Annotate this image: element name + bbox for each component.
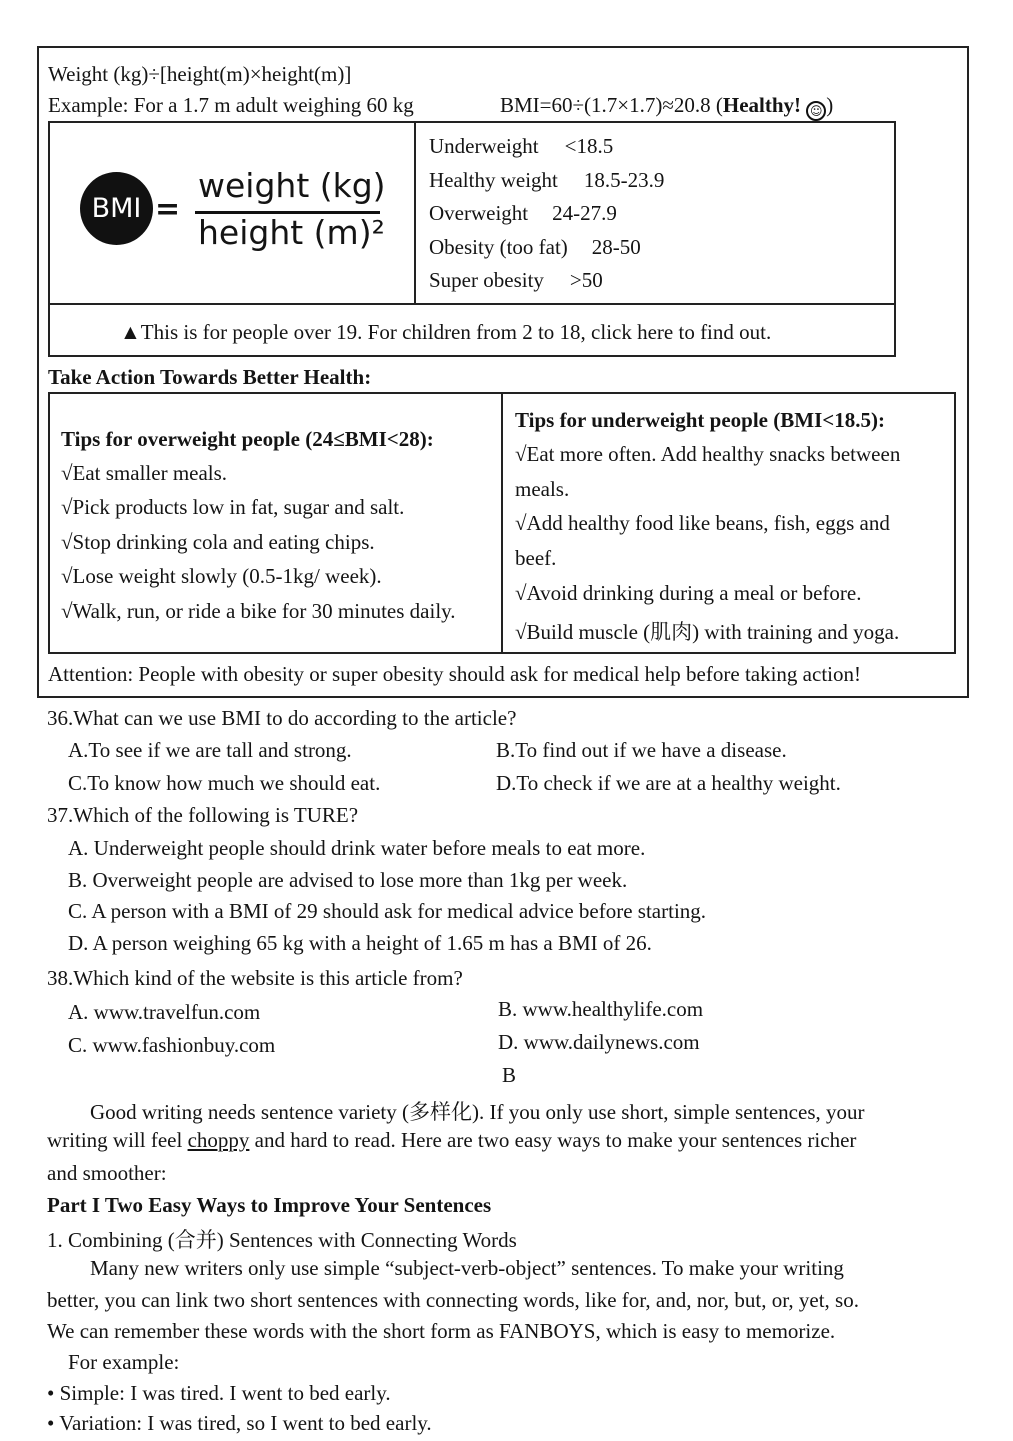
- tips-overweight-title: Tips for overweight people (24≤BMI<28):: [61, 427, 434, 451]
- tip-item: √Avoid drinking during a meal or before.: [515, 581, 862, 605]
- underlined-word: choppy: [187, 1128, 250, 1152]
- option-d: D.To check if we are at a healthy weight.: [496, 771, 841, 795]
- option-b: B. www.healthylife.com: [498, 997, 704, 1021]
- formula-denominator: height (m)²: [198, 213, 385, 252]
- part-title: Part I Two Easy Ways to Improve Your Sentences: [47, 1193, 492, 1217]
- question-36: 36.What can we use BMI to do according to the article?: [47, 706, 517, 730]
- category-row: Overweight 24-27.9: [429, 201, 617, 225]
- category-row: Super obesity >50: [429, 268, 603, 292]
- bmi-circle-logo: BMI: [80, 172, 153, 245]
- option-b: B. Overweight people are advised to lose more than 1kg per week.: [68, 868, 628, 892]
- option-b: B.To find out if we have a disease.: [496, 738, 787, 762]
- paragraph-line: and smoother:: [47, 1161, 167, 1185]
- option-a: A. Underweight people should drink water before meals to eat more.: [68, 836, 646, 860]
- table-divider: [48, 303, 896, 305]
- question-37: 37.Which of the following is TURE?: [47, 803, 359, 827]
- take-action-heading: Take Action Towards Better Health:: [48, 365, 372, 389]
- category-row: Healthy weight 18.5-23.9: [429, 168, 665, 192]
- option-c: C. www.fashionbuy.com: [68, 1033, 276, 1057]
- tip-item: √Eat more often. Add healthy snacks between: [515, 442, 901, 466]
- tip-item: √Build muscle (肌肉) with training and yoga.: [515, 620, 900, 644]
- formula-numerator: weight (kg): [198, 166, 386, 205]
- paragraph-line: writing will feel choppy and hard to read. Here are two easy ways to make your sentences richer: [47, 1128, 857, 1152]
- for-example: For example:: [68, 1350, 180, 1374]
- category-row: Underweight <18.5: [429, 134, 614, 158]
- section-letter: B: [502, 1063, 517, 1087]
- tip-item: √Stop drinking cola and eating chips.: [61, 530, 375, 554]
- example-label: Example: For a 1.7 m adult weighing 60 kg: [48, 93, 414, 117]
- paragraph-line: better, you can link two short sentences with connecting words, like for, and, nor, but, or, yet, so.: [47, 1288, 859, 1312]
- tip-item: √Add healthy food like beans, fish, eggs and: [515, 511, 890, 535]
- table-divider: [414, 121, 416, 304]
- example-variation: • Variation: I was tired, so I went to bed early.: [47, 1411, 432, 1435]
- category-row: Obesity (too fat) 28-50: [429, 235, 641, 259]
- table-divider: [501, 392, 503, 654]
- paragraph-line: Good writing needs sentence variety (多样化). If you only use short, simple sentences, your: [90, 1100, 865, 1124]
- option-a: A. www.travelfun.com: [68, 1000, 261, 1024]
- attention-note: Attention: People with obesity or super obesity should ask for medical help before taking action!: [48, 662, 861, 686]
- option-c: C.To know how much we should eat.: [68, 771, 381, 795]
- example-result: Healthy!: [722, 93, 802, 117]
- example-simple: • Simple: I was tired. I went to bed early.: [47, 1381, 391, 1405]
- tip-item: √Walk, run, or ride a bike for 30 minutes daily.: [61, 599, 456, 623]
- tip-item: √Eat smaller meals.: [61, 461, 228, 485]
- option-c: C. A person with a BMI of 29 should ask for medical advice before starting.: [68, 899, 707, 923]
- tip-item: beef.: [515, 546, 557, 570]
- paragraph-line: Many new writers only use simple “subject-verb-object” sentences. To make your writing: [90, 1256, 844, 1280]
- paragraph-line: We can remember these words with the short form as FANBOYS, which is easy to memorize.: [47, 1319, 836, 1343]
- smiley-icon: ☺: [806, 101, 826, 121]
- tip-item: √Pick products low in fat, sugar and salt.: [61, 495, 405, 519]
- subheading: 1. Combining (合并) Sentences with Connecting Words: [47, 1228, 517, 1252]
- age-note-link[interactable]: ▲This is for people over 19. For children from 2 to 18, click here to find out.: [120, 320, 772, 344]
- question-38: 38.Which kind of the website is this article from?: [47, 966, 463, 990]
- option-d: D. A person weighing 65 kg with a height of 1.65 m has a BMI of 26.: [68, 931, 652, 955]
- formula-equals: =: [155, 192, 181, 227]
- tip-item: √Lose weight slowly (0.5-1kg/ week).: [61, 564, 382, 588]
- tips-underweight-title: Tips for underweight people (BMI<18.5):: [515, 408, 885, 432]
- option-d: D. www.dailynews.com: [498, 1030, 700, 1054]
- bmi-formula-text: Weight (kg)÷[height(m)×height(m)]: [48, 62, 352, 86]
- example-calculation: BMI=60÷(1.7×1.7)≈20.8 (Healthy! ☺ ): [500, 93, 833, 121]
- tip-item: meals.: [515, 477, 570, 501]
- option-a: A.To see if we are tall and strong.: [68, 738, 352, 762]
